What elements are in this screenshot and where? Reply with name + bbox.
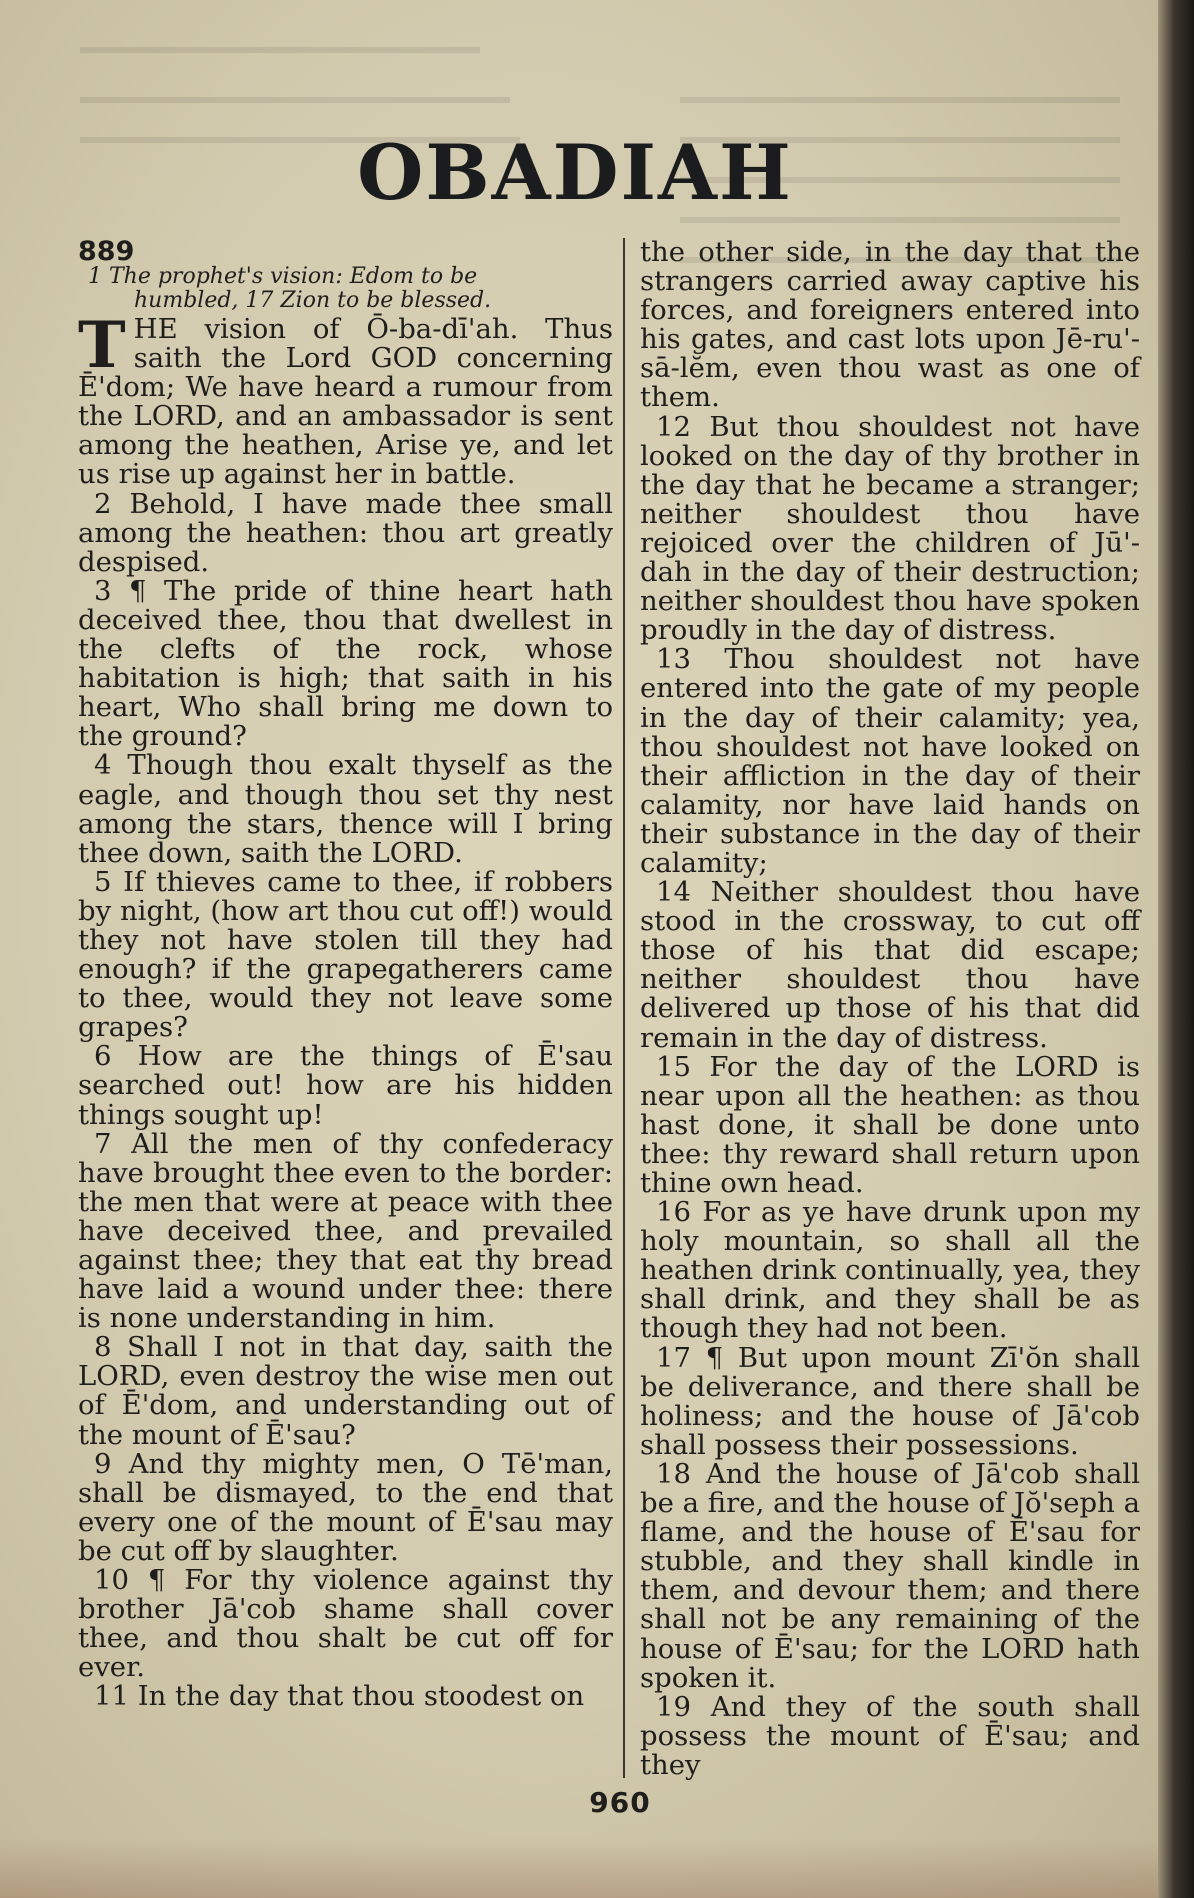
verse-16: 16 For as ye have drunk upon my holy mountain, so shall all the heathen drink continually, yea, they shall drink, and they shall be as though they had not been. — [640, 1196, 1140, 1345]
verse-12: 12 But thou shouldest not have looked on the day of thy brother in the day that he became a stranger; neither shouldest thou have rejoiced over the children of Jū'-dah in the day of their destruction; neither shouldest thou have spoken proudly in the day of distress. — [640, 410, 1140, 647]
verse-19-start: 19 And they of the south shall possess the mount of Ē'sau; and they — [640, 1690, 1140, 1781]
verse-11-start: 11 In the day that thou stoodest on — [94, 1680, 585, 1713]
verse-1-text: HE vision of Ō-ba-dī'ah. Thus saith the Lord GOD concerning Ē'dom; We have heard a rumour from the LORD, and an ambassador is sent among the heathen, Arise ye, and let us rise up against her in battle. — [78, 313, 613, 491]
verse-14: 14 Neither shouldest thou have stood in the crossway, to cut off those of his that did escape; neither shouldest thou have delivered up those of his that did remain in the day of distress. — [640, 876, 1140, 1054]
verse-2: 2 Behold, I have made thee small among the heathen: thou art greatly despised. — [78, 487, 613, 578]
chapter-number: 889 — [78, 236, 135, 267]
left-column — [78, 238, 613, 1712]
verse-3: 3 ¶ The pride of thine heart hath deceived thee, thou that dwellest in the clefts of the rock, whose habitation is high; that saith in his heart, Who shall bring me down to the ground? — [78, 574, 613, 753]
verse-18: 18 And the house of Jā'cob shall be a fire, and the house of Jŏ'seph a flame, and the house of Ē'sau for stubble, and they shall kindle in them, and devour them; and there shall not be any remaining of the house of Ē'sau; for the LORD hath spoken it. — [640, 1457, 1140, 1694]
book-title: OBADIAH — [357, 128, 793, 217]
column-divider — [623, 238, 625, 1778]
verse-15: 15 For the day of the LORD is near upon all the heathen: as thou hast done, it shall be done unto thee: thy reward shall return upon thine own head. — [640, 1050, 1140, 1199]
chapter-summary — [78, 265, 613, 313]
verse-17: 17 ¶ But upon mount Zī'ŏn shall be deliverance, and there shall be holiness; and the house of Jā'cob shall possess their possessions. — [640, 1341, 1140, 1461]
binding-gutter — [1158, 0, 1194, 1898]
verse-11-continued: the other side, in the day that the strangers carried away captive his forces, and foreigners entered into his gates, and cast lots upon Jē-ru'-sā-lĕm, even thou wast as one of them. — [640, 236, 1140, 414]
page-edge-shadow — [0, 1838, 1194, 1898]
verse-7: 7 All the men of thy confederacy have brought thee even to the border: the men that were at peace with thee have deceived thee, and prevailed against thee; they that eat thy bread have laid a wound under thee: there is none understanding in him. — [78, 1127, 613, 1335]
verse-6: 6 How are the things of Ē'sau searched out! how are his hidden things sought up! — [78, 1040, 613, 1131]
right-column — [640, 238, 1140, 1780]
summary-line-1: 1 The prophet's vision: Edom to be — [88, 264, 478, 289]
drop-cap: T — [78, 308, 126, 383]
verse-10: 10 ¶ For thy violence against thy brother Jā'cob shame shall cover thee, and thou shalt be cut off for ever. — [78, 1564, 613, 1684]
verse-1 — [78, 308, 613, 491]
verse-5: 5 If thieves came to thee, if robbers by night, (how art thou cut off!) would they not have stolen till they had enough? if the grapegatherers came to thee, would they not leave some grapes? — [78, 865, 613, 1044]
verse-8: 8 Shall I not in that day, saith the LORD, even destroy the wise men out of Ē'dom, and understanding out of the mount of Ē'sau? — [78, 1331, 613, 1451]
verse-4: 4 Though thou exalt thyself as the eagle, and though thou set thy nest among the stars, thence will I bring thee down, saith the LORD. — [78, 749, 613, 869]
summary-line-2: humbled, 17 Zion to be blessed. — [134, 288, 492, 313]
verse-9: 9 And thy mighty men, O Tē'man, shall be dismayed, to the end that every one of the mount of Ē'sau may be cut off by slaughter. — [78, 1447, 613, 1567]
page-number: 960 — [589, 1786, 651, 1819]
verse-13: 13 Thou shouldest not have entered into the gate of my people in the day of their calamity; yea, thou shouldest not have looked on their affliction in the day of their calamity, nor have laid hands on their substance in the day of their calamity; — [640, 643, 1140, 879]
